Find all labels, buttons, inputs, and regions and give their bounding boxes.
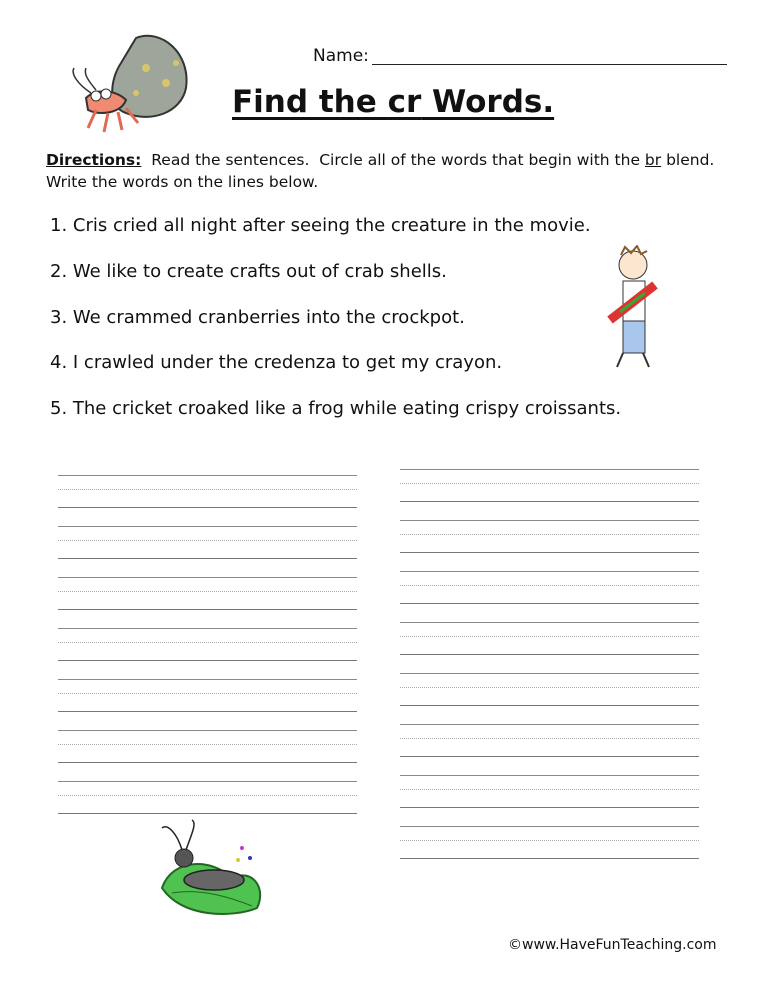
sentence-3: 3. We crammed cranberries into the crockpot. <box>50 307 465 328</box>
solid-line <box>58 711 357 712</box>
writing-line-group[interactable] <box>58 526 357 559</box>
solid-line <box>400 469 699 470</box>
writing-line-group[interactable] <box>400 520 699 553</box>
sentence-5: 5. The cricket croaked like a frog while eating crispy croissants. <box>50 398 622 419</box>
solid-line <box>400 826 699 827</box>
writing-line-group[interactable] <box>400 622 699 655</box>
writing-line-group[interactable] <box>400 673 699 706</box>
solid-line <box>400 756 699 757</box>
directions <box>46 149 736 193</box>
dotted-midline <box>58 540 357 541</box>
name-label: Name: <box>313 46 369 66</box>
sentence-2: 2. We like to create crafts out of crab shells. <box>50 261 447 282</box>
writing-line-group[interactable] <box>58 730 357 763</box>
writing-line-group[interactable] <box>58 577 357 610</box>
dotted-midline <box>58 693 357 694</box>
solid-line <box>58 660 357 661</box>
writing-line-group[interactable] <box>400 724 699 757</box>
title-blend: cr <box>387 84 422 120</box>
solid-line <box>400 858 699 859</box>
sentence-4: 4. I crawled under the credenza to get my crayon. <box>50 352 503 373</box>
solid-line <box>58 781 357 782</box>
solid-line <box>58 526 357 527</box>
dotted-midline <box>58 795 357 796</box>
hermit-crab-illustration <box>66 28 196 136</box>
dotted-midline <box>400 687 699 688</box>
solid-line <box>400 807 699 808</box>
dotted-midline <box>400 840 699 841</box>
solid-line <box>58 813 357 814</box>
solid-line <box>58 762 357 763</box>
solid-line <box>58 558 357 559</box>
title-text: Find the <box>232 84 388 120</box>
dotted-midline <box>400 483 699 484</box>
writing-line-group[interactable] <box>400 571 699 604</box>
writing-line-group[interactable] <box>58 628 357 661</box>
writing-line-group[interactable] <box>400 469 699 502</box>
dotted-midline <box>400 534 699 535</box>
cricket-on-leaf-illustration <box>152 818 272 918</box>
solid-line <box>400 622 699 623</box>
directions-blend: br <box>644 151 662 169</box>
writing-line-group[interactable] <box>58 679 357 712</box>
dotted-midline <box>400 636 699 637</box>
solid-line <box>400 775 699 776</box>
solid-line <box>58 679 357 680</box>
solid-line <box>400 673 699 674</box>
solid-line <box>58 609 357 610</box>
directions-text-end: blend. Write the words on the lines below. <box>46 151 725 191</box>
name-input-line[interactable] <box>372 64 727 65</box>
solid-line <box>58 628 357 629</box>
solid-line <box>400 724 699 725</box>
dotted-midline <box>58 744 357 745</box>
dotted-midline <box>58 642 357 643</box>
solid-line <box>58 475 357 476</box>
dotted-midline <box>58 489 357 490</box>
solid-line <box>400 552 699 553</box>
writing-line-group[interactable] <box>58 781 357 814</box>
dotted-midline <box>400 585 699 586</box>
sentence-1: 1. Cris cried all night after seeing the creature in the movie. <box>50 215 591 236</box>
directions-label: Directions: <box>46 151 142 169</box>
title-text-end: Words. <box>421 84 555 120</box>
writing-line-group[interactable] <box>400 826 699 859</box>
dotted-midline <box>400 738 699 739</box>
solid-line <box>400 705 699 706</box>
solid-line <box>400 501 699 502</box>
solid-line <box>58 577 357 578</box>
solid-line <box>400 571 699 572</box>
solid-line <box>400 654 699 655</box>
copyright-footer: ©www.HaveFunTeaching.com <box>508 937 717 953</box>
writing-line-group[interactable] <box>400 775 699 808</box>
boy-with-crayon-illustration <box>605 245 665 375</box>
dotted-midline <box>400 789 699 790</box>
solid-line <box>400 520 699 521</box>
page-title <box>232 84 554 120</box>
solid-line <box>58 507 357 508</box>
writing-line-group[interactable] <box>58 475 357 508</box>
dotted-midline <box>58 591 357 592</box>
solid-line <box>400 603 699 604</box>
solid-line <box>58 730 357 731</box>
directions-text: Read the sentences. Circle all of the words that begin with the <box>141 151 645 169</box>
